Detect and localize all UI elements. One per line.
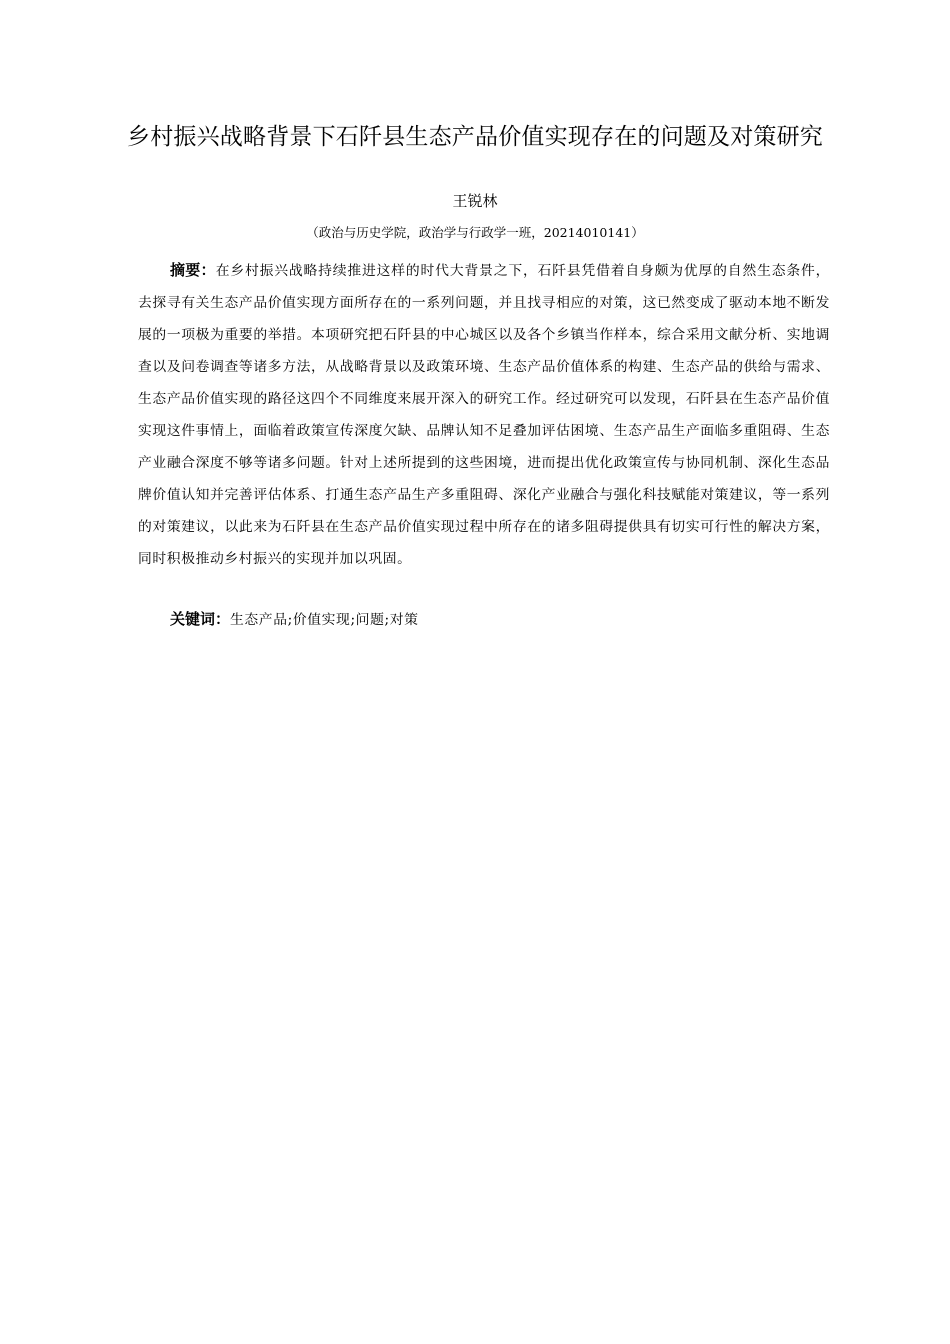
abstract-label: 摘要： — [170, 261, 216, 279]
abstract-paragraph — [138, 254, 830, 575]
author-affiliation: （政治与历史学院，政治学与行政学一班，20214010141） — [306, 225, 644, 240]
paper-title: 乡村振兴战略背景下石阡县生态产品价值实现存在的问题及对策研究 — [127, 124, 823, 150]
author-name: 王锐林 — [452, 192, 498, 210]
abstract-text: 在乡村振兴战略持续推进这样的时代大背景之下，石阡县凭借着自身颇为优厚的自然生态条件，去探寻有关生态产品价值实现方面所存在的一系列问题，并且找寻相应的对策，这已然变成了驱动本地不断发展的一项极为重要的举措。本项研究把石阡县的中心城区以及各个乡镇当作样本，综合采用文献分析、实地调查以及问卷调查等诸多方法，从战略背景以及政策环境、生态产品价值体系的构建、生态产品的供给与需求、生态产品价值实现的路径这四个不同维度来展开深入的研究工作。经过研究可以发现，石阡县在生态产品价值实现这件事情上，面临着政策宣传深度欠缺、品牌认知不足叠加评估困境、生态产品生产面临多重阻碍、生态产业融合深度不够等诸多问题。针对上述所提到的这些困境，进而提出优化政策宣传与协同机制、深化生态品牌价值认知并完善评估体系、打通生态产品生产多重阻碍、深化产业融合与强化科技赋能对策建议，等一系列的对策建议，以此来为石阡县在生态产品价值实现过程中所存在的诸多阻碍提供具有切实可行性的解决方案，同时积极推动乡村振兴的实现并加以巩固。 — [138, 263, 830, 567]
keywords-line — [170, 603, 830, 636]
keywords-text: 生态产品;价值实现;问题;对策 — [230, 612, 419, 628]
keywords-label: 关键词： — [170, 610, 231, 628]
